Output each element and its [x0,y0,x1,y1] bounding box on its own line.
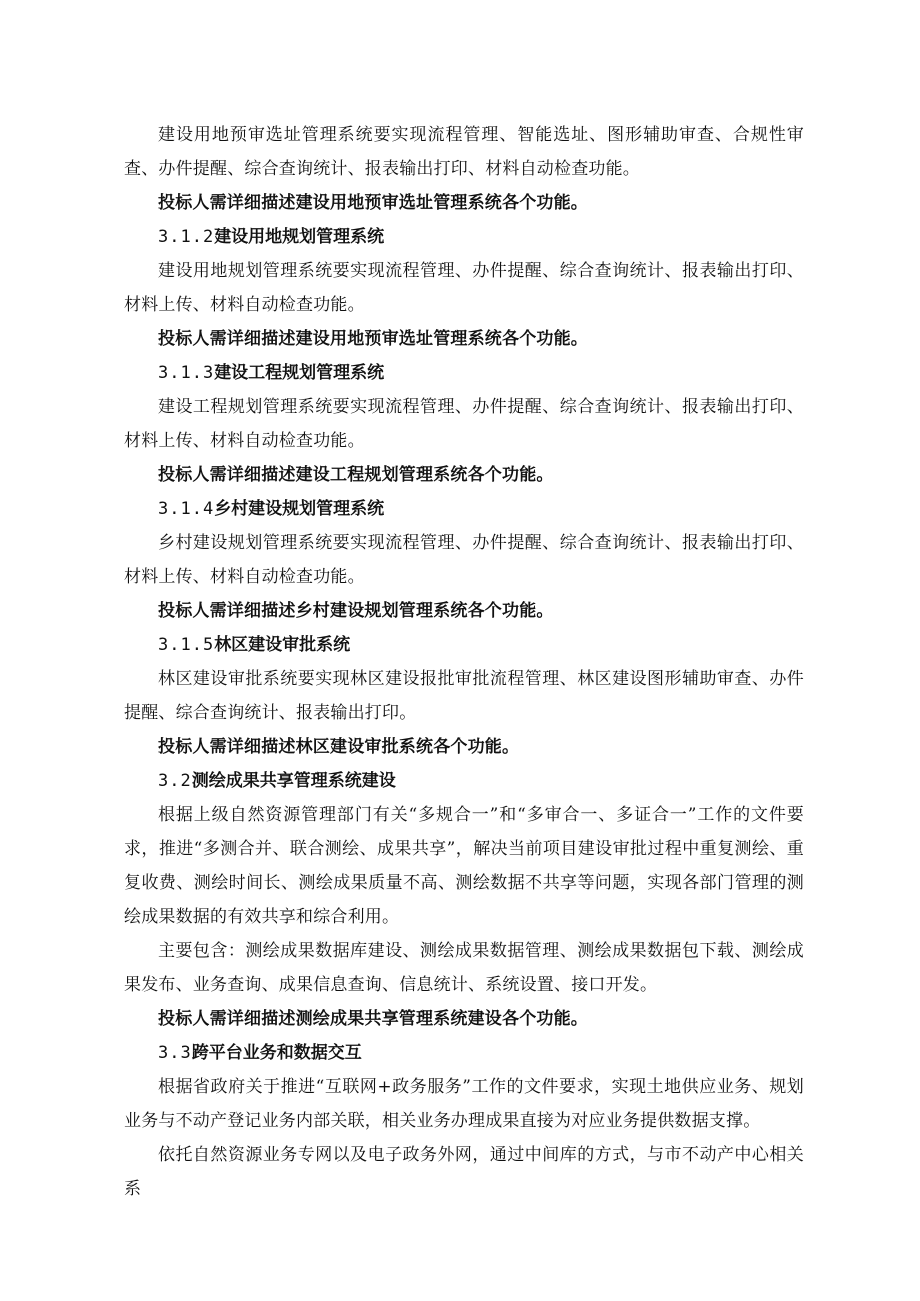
section-number: 3.1.2 [158,227,215,247]
section-number: 3.1.3 [158,363,215,383]
paragraph: 建设用地规划管理系统要实现流程管理、办件提醒、综合查询统计、报表输出打印、材料上传、材料自动检查功能。 [124,261,804,315]
section-number: 3.1.4 [158,499,215,519]
section-title: 测绘成果共享管理系统建设 [191,771,396,791]
bidder-requirement: 投标人需详细描述建设用地预审选址管理系统各个功能。 [158,329,588,349]
paragraph: 根据省政府关于推进“互联网+政务服务”工作的文件要求，实现土地供应业务、规划业务与不动产登记业务内部关联，相关业务办理成果直接为对应业务提供数据支撑。 [124,1077,804,1131]
section-title: 林区建设审批系统 [214,635,351,655]
bidder-requirement: 投标人需详细描述林区建设审批系统各个功能。 [158,737,520,757]
section-title: 跨平台业务和数据交互 [191,1043,362,1063]
section-number: 3.2 [158,771,192,791]
section-heading-3-1-3 [124,356,804,390]
section-heading-3-1-4 [124,492,804,526]
section-heading-3-2 [124,764,804,798]
bidder-requirement: 投标人需详细描述建设用地预审选址管理系统各个功能。 [158,193,588,213]
paragraph: 根据上级自然资源管理部门有关“多规合一”和“多审合一、多证合一”工作的文件要求，推进“多测合并、联合测绘、成果共享”，解决当前项目建设审批过程中重复测绘、重复收费、测绘时间长、测绘成果质量不高、测绘数据不共享等问题，实现各部门管理的测绘成果数据的有效共享和综合利用。 [124,805,804,927]
paragraph: 建设用地预审选址管理系统要实现流程管理、智能选址、图形辅助审查、合规性审查、办件提醒、综合查询统计、报表输出打印、材料自动检查功能。 [124,125,804,179]
paragraph: 建设工程规划管理系统要实现流程管理、办件提醒、综合查询统计、报表输出打印、材料上传、材料自动检查功能。 [124,397,804,451]
paragraph: 依托自然资源业务专网以及电子政务外网，通过中间库的方式，与市不动产中心相关系 [124,1145,804,1199]
bidder-requirement: 投标人需详细描述建设工程规划管理系统各个功能。 [158,465,554,485]
section-number: 3.3 [158,1043,192,1063]
bidder-requirement: 投标人需详细描述测绘成果共享管理系统建设各个功能。 [158,1009,588,1029]
section-title: 建设用地规划管理系统 [214,227,385,247]
section-heading-3-1-5 [124,628,804,662]
document-body [124,118,804,1206]
paragraph: 乡村建设规划管理系统要实现流程管理、办件提醒、综合查询统计、报表输出打印、材料上传、材料自动检查功能。 [124,533,804,587]
section-heading-3-1-2 [124,220,804,254]
paragraph: 林区建设审批系统要实现林区建设报批审批流程管理、林区建设图形辅助审查、办件提醒、综合查询统计、报表输出打印。 [124,669,804,723]
section-title: 建设工程规划管理系统 [214,363,385,383]
section-heading-3-3 [124,1036,804,1070]
section-title: 乡村建设规划管理系统 [214,499,385,519]
section-number: 3.1.5 [158,635,215,655]
bidder-requirement: 投标人需详细描述乡村建设规划管理系统各个功能。 [158,601,554,621]
paragraph: 主要包含：测绘成果数据库建设、测绘成果数据管理、测绘成果数据包下载、测绘成果发布、业务查询、成果信息查询、信息统计、系统设置、接口开发。 [124,941,804,995]
